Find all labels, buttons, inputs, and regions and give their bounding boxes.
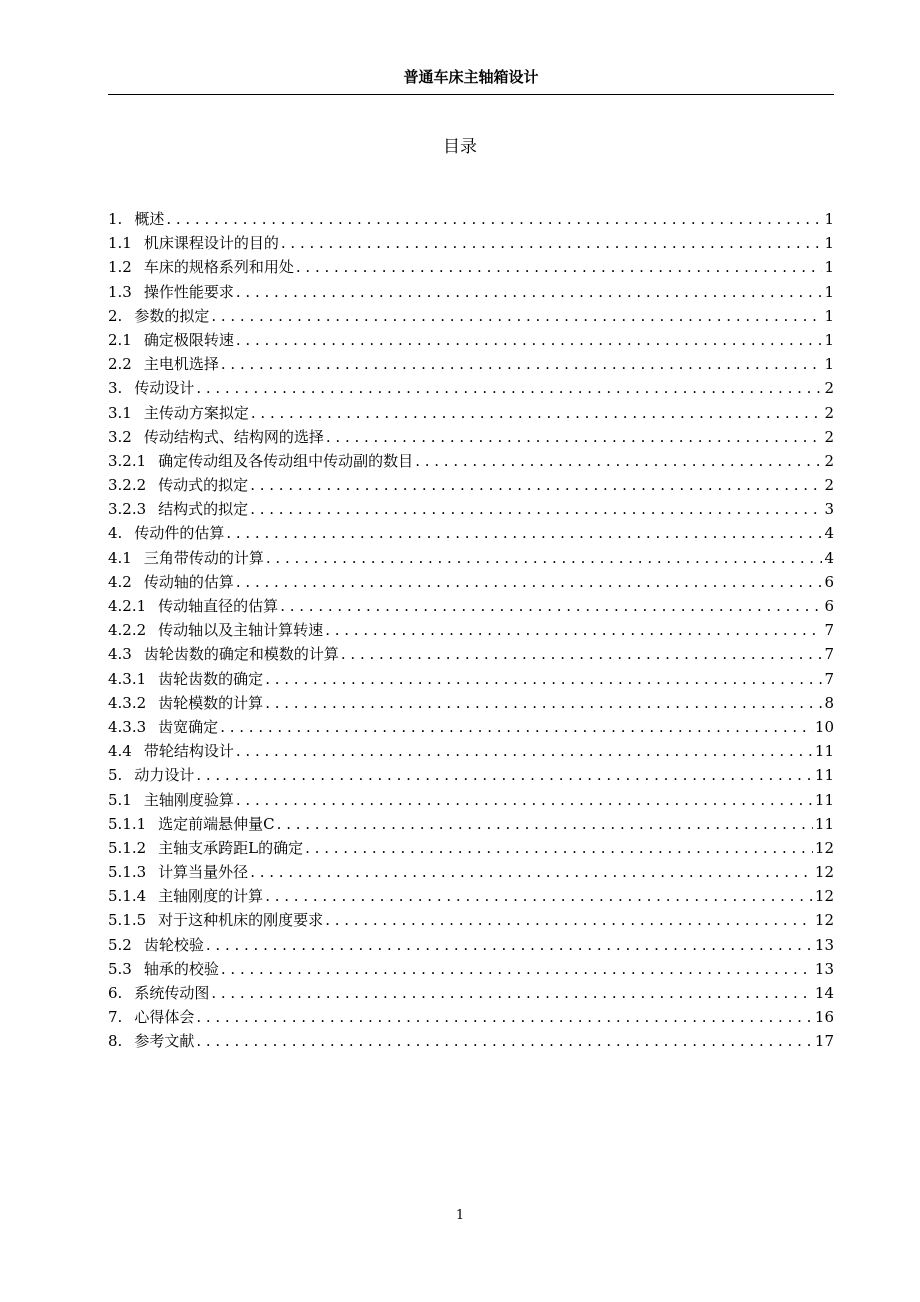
toc-entry-page: 8: [824, 693, 834, 712]
toc-entry-title: 传动轴的估算: [143, 572, 234, 591]
toc-entry-number: 4.: [108, 524, 123, 543]
toc-entry-page: 1: [824, 355, 834, 374]
toc-entry-page: 2: [824, 476, 834, 495]
toc-entry[interactable]: [108, 401, 834, 425]
toc-entry[interactable]: [108, 860, 834, 884]
toc-entry-page: 12: [814, 838, 834, 857]
toc-entry[interactable]: [108, 304, 834, 328]
toc-entry-number: 8.: [108, 1032, 123, 1051]
toc-entry-title: 传动设计: [134, 379, 195, 398]
toc-title: 目录: [443, 137, 477, 157]
toc-entry-page: 1: [824, 330, 834, 349]
toc-entry-number: 4.3.2: [108, 693, 147, 712]
toc-entry-page: 1: [824, 258, 834, 277]
toc-entry[interactable]: [108, 546, 834, 570]
toc-entry[interactable]: [108, 691, 834, 715]
toc-dot-leader: [325, 618, 822, 642]
toc-dot-leader: [326, 425, 823, 449]
toc-dot-leader: [250, 497, 822, 521]
toc-entry-number: 2.2: [108, 355, 132, 374]
toc-entry-title: 概述: [134, 210, 165, 228]
toc-entry-number: 5.1.3: [108, 863, 147, 882]
toc-entry[interactable]: [108, 715, 834, 739]
toc-entry-number: 3.2.2: [108, 476, 147, 495]
toc-entry-number: 3.2.3: [108, 500, 147, 519]
toc-entry[interactable]: [108, 739, 834, 763]
toc-entry-number: 5.1.5: [108, 911, 147, 930]
toc-dot-leader: [211, 304, 822, 328]
toc-entry-page: 10: [814, 717, 834, 736]
toc-entry-number: 3.: [108, 379, 123, 398]
table-of-contents: [108, 207, 834, 1054]
toc-dot-leader: [280, 594, 822, 618]
toc-dot-leader: [325, 908, 813, 932]
toc-entry[interactable]: [108, 255, 834, 279]
toc-entry-title: 传动轴直径的估算: [158, 597, 279, 615]
toc-entry[interactable]: [108, 425, 834, 449]
toc-entry-page: 1: [824, 210, 834, 228]
toc-entry[interactable]: [108, 981, 834, 1005]
toc-entry-title: 齿轮齿数的确定和模数的计算: [143, 645, 339, 664]
toc-entry-page: 2: [824, 451, 834, 470]
toc-dot-leader: [266, 546, 823, 570]
toc-entry-number: 5.1.1: [108, 814, 147, 833]
toc-dot-leader: [265, 691, 822, 715]
toc-entry-number: 4.3: [108, 645, 132, 664]
toc-entry-number: 3.2.1: [108, 451, 147, 470]
header-title: 普通车床主轴箱设计: [403, 68, 539, 86]
toc-dot-leader: [250, 473, 822, 497]
toc-entry-title: 对于这种机床的刚度要求: [158, 911, 324, 930]
page-number: 1: [455, 1208, 465, 1223]
toc-dot-leader: [341, 642, 823, 666]
toc-dot-leader: [236, 328, 823, 352]
toc-dot-leader: [221, 352, 823, 376]
toc-dot-leader: [196, 763, 813, 787]
toc-dot-leader: [196, 376, 822, 400]
toc-entry-title: 主电机选择: [143, 355, 219, 374]
toc-entry-title: 传动结构式、结构网的选择: [143, 427, 324, 446]
toc-entry[interactable]: [108, 231, 834, 255]
toc-entry-title: 主轴支承跨距L的确定: [158, 838, 304, 857]
toc-entry-title: 计算当量外径: [158, 863, 249, 882]
toc-entry-number: 5.3: [108, 959, 132, 978]
toc-entry[interactable]: [108, 497, 834, 521]
toc-entry[interactable]: [108, 280, 834, 304]
toc-entry-title: 齿轮模数的计算: [158, 693, 264, 712]
toc-entry-page: 7: [824, 621, 834, 640]
toc-entry[interactable]: [108, 570, 834, 594]
toc-entry-number: 3.1: [108, 403, 132, 422]
toc-entry-number: 4.1: [108, 548, 132, 567]
toc-entry-number: 5.: [108, 766, 123, 785]
toc-dot-leader: [206, 933, 813, 957]
toc-dot-leader: [236, 280, 823, 304]
toc-entry-page: 6: [824, 572, 834, 591]
toc-entry[interactable]: [108, 328, 834, 352]
toc-entry-number: 4.3.1: [108, 669, 147, 688]
toc-entry-page: 4: [824, 548, 834, 567]
toc-entry-title: 参考文献: [134, 1032, 195, 1051]
toc-entry-title: 传动轴以及主轴计算转速: [158, 621, 324, 640]
toc-entry-number: 1.3: [108, 282, 132, 301]
toc-entry-title: 心得体会: [134, 1008, 195, 1027]
toc-entry-page: 13: [814, 935, 834, 954]
toc-entry-page: 12: [814, 863, 834, 882]
toc-entry[interactable]: [108, 1029, 834, 1053]
toc-entry-page: 11: [814, 790, 834, 809]
toc-entry[interactable]: [108, 667, 834, 691]
toc-entry[interactable]: [108, 933, 834, 957]
toc-entry-title: 三角带传动的计算: [143, 548, 264, 567]
toc-dot-leader: [305, 836, 813, 860]
toc-dot-leader: [251, 401, 823, 425]
toc-entry-page: 1: [824, 282, 834, 301]
toc-entry-title: 传动式的拟定: [158, 476, 249, 495]
toc-entry-title: 齿宽确定: [158, 717, 219, 736]
toc-dot-leader: [221, 957, 813, 981]
toc-entry-number: 1.1: [108, 234, 132, 253]
toc-entry-title: 传动件的估算: [134, 524, 225, 543]
toc-entry-number: 5.1.2: [108, 838, 147, 857]
toc-entry-page: 2: [824, 379, 834, 398]
toc-entry-page: 11: [814, 814, 834, 833]
toc-entry-page: 14: [814, 984, 834, 1002]
toc-dot-leader: [415, 449, 822, 473]
toc-entry-number: 5.2: [108, 935, 132, 954]
toc-entry-number: 2.: [108, 306, 123, 325]
toc-entry[interactable]: [108, 884, 834, 908]
toc-entry-page: 7: [824, 669, 834, 688]
toc-entry-number: 5.1: [108, 790, 132, 809]
toc-entry[interactable]: [108, 763, 834, 787]
toc-entry-page: 11: [814, 766, 834, 785]
toc-entry[interactable]: [108, 957, 834, 981]
toc-dot-leader: [265, 667, 822, 691]
toc-entry-number: 4.4: [108, 742, 132, 761]
toc-entry-title: 轴承的校验: [143, 959, 219, 978]
toc-entry-page: 16: [814, 1008, 834, 1027]
toc-entry[interactable]: [108, 618, 834, 642]
toc-entry-page: 11: [814, 742, 834, 761]
toc-entry-title: 带轮结构设计: [143, 742, 234, 761]
toc-dot-leader: [236, 570, 823, 594]
toc-dot-leader: [236, 739, 813, 763]
toc-dot-leader: [196, 1005, 813, 1029]
toc-entry-page: 1: [824, 234, 834, 253]
toc-entry-page: 4: [824, 524, 834, 543]
toc-entry-title: 系统传动图: [134, 984, 210, 1002]
toc-entry-page: 13: [814, 959, 834, 978]
toc-entry-number: 4.2.1: [108, 597, 147, 615]
toc-dot-leader: [226, 521, 822, 545]
toc-entry[interactable]: [108, 908, 834, 932]
page-header: [108, 62, 834, 95]
toc-entry-title: 动力设计: [134, 766, 195, 785]
toc-dot-leader: [196, 1029, 813, 1053]
toc-dot-leader: [220, 715, 813, 739]
toc-entry-number: 7.: [108, 1008, 123, 1027]
toc-entry-title: 确定极限转速: [143, 330, 234, 349]
toc-entry-number: 4.2.2: [108, 621, 147, 640]
toc-dot-leader: [211, 981, 813, 1005]
toc-entry-number: 2.1: [108, 330, 132, 349]
toc-entry-page: 12: [814, 887, 834, 906]
toc-entry[interactable]: [108, 812, 834, 836]
toc-dot-leader: [281, 231, 823, 255]
toc-entry-page: 3: [824, 500, 834, 519]
toc-dot-leader: [277, 812, 813, 836]
toc-dot-leader: [296, 255, 823, 279]
toc-dot-leader: [250, 860, 813, 884]
toc-entry-title: 主传动方案拟定: [143, 403, 249, 422]
toc-entry[interactable]: [108, 521, 834, 545]
toc-entry-page: 2: [824, 427, 834, 446]
toc-entry-title: 主轴刚度的计算: [158, 887, 264, 906]
toc-entry[interactable]: [108, 449, 834, 473]
toc-dot-leader: [236, 788, 813, 812]
toc-entry-number: 1.: [108, 210, 123, 228]
toc-entry-page: 7: [824, 645, 834, 664]
toc-entry-number: 1.2: [108, 258, 132, 277]
toc-entry[interactable]: [108, 836, 834, 860]
toc-entry[interactable]: [108, 594, 834, 618]
toc-dot-leader: [265, 884, 813, 908]
toc-entry-title: 操作性能要求: [143, 282, 234, 301]
toc-entry[interactable]: [108, 473, 834, 497]
toc-entry-title: 机床课程设计的目的: [143, 234, 279, 253]
toc-entry-number: 3.2: [108, 427, 132, 446]
toc-entry-page: 12: [814, 911, 834, 930]
toc-entry-page: 1: [824, 306, 834, 325]
toc-entry-title: 确定传动组及各传动组中传动副的数目: [158, 451, 414, 470]
toc-entry-number: 5.1.4: [108, 887, 147, 906]
toc-entry-page: 6: [824, 597, 834, 615]
toc-entry[interactable]: [108, 788, 834, 812]
toc-entry-title: 主轴刚度验算: [143, 790, 234, 809]
toc-entry-title: 结构式的拟定: [158, 500, 249, 519]
toc-entry-title: 齿轮齿数的确定: [158, 669, 264, 688]
toc-entry-number: 4.3.3: [108, 717, 147, 736]
toc-entry-title: 车床的规格系列和用处: [143, 258, 294, 277]
toc-dot-leader: [166, 207, 822, 231]
toc-entry-number: 6.: [108, 984, 123, 1002]
toc-entry-title: 参数的拟定: [134, 306, 210, 325]
toc-entry-page: 2: [824, 403, 834, 422]
toc-entry-title: 齿轮校验: [143, 935, 204, 954]
toc-entry[interactable]: [108, 352, 834, 376]
toc-entry-number: 4.2: [108, 572, 132, 591]
toc-entry[interactable]: [108, 1005, 834, 1029]
toc-entry-title: 选定前端悬伸量C: [158, 814, 275, 833]
toc-entry-page: 17: [814, 1032, 834, 1051]
toc-entry[interactable]: [108, 642, 834, 666]
toc-entry[interactable]: [108, 376, 834, 400]
toc-entry[interactable]: [108, 207, 834, 231]
